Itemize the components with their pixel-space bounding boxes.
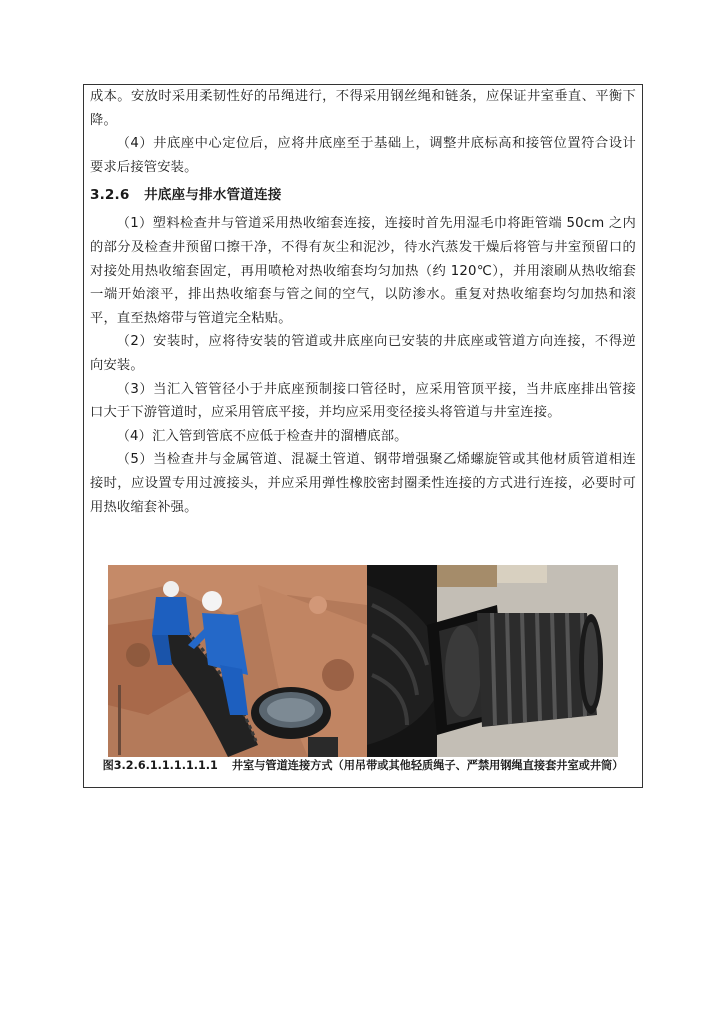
document-frame (83, 84, 643, 788)
list-item: （1）塑料检查井与管道采用热收缩套连接，连接时首先用湿毛巾将距管端 50cm 之内的部分及检查井预留口擦干净，不得有灰尘和泥沙，待水汽蒸发干燥后将管与井室预留口的对接处用热收缩套固定，再用喷枪对热收缩套均匀加热（约 120℃），并用滚刷从热收缩套一端开始滚平，排出热收缩套与管之间的空气，以防渗水。重复对热收缩套均匀加热和滚平，直至热熔带与管道完全粘贴。 (90, 216, 636, 326)
figure-label: 图3.2.6.1.1.1.1.1.1 (102, 759, 218, 772)
section-title: 井底座与排水管道连接 (144, 187, 282, 204)
figure-caption (90, 759, 636, 773)
document-body (84, 85, 642, 519)
paragraph-continued: 成本。安放时采用柔韧性好的吊绳进行，不得采用钢丝绳和链条，应保证井室垂直、平衡下降。 (90, 89, 636, 128)
figure-caption-text: 井室与管道连接方式（用吊带或其他轻质绳子、严禁用钢绳直接套井室或井筒） (231, 759, 624, 772)
list-item: （4）汇入管到管底不应低于检查井的溜槽底部。 (116, 428, 408, 444)
paragraph-item-4-positioning: （4）井底座中心定位后，应将井底座至于基础上，调整井底标高和接管位置符合设计要求后接管安装。 (90, 136, 636, 175)
figure-photos (108, 565, 618, 757)
photo-pipe-connection (367, 565, 618, 757)
section-heading (90, 183, 636, 207)
list-item: （2）安装时，应将待安装的管道或井底座向已安装的井底座或管道方向连接，不得逆向安装。 (90, 334, 636, 373)
list-item: （3）当汇入管管径小于井底座预制接口管径时，应采用管顶平接，当井底座排出管接口大于下游管道时，应采用管底平接，并均应采用变径接头将管道与井室连接。 (90, 381, 636, 421)
list-item: （5）当检查井与金属管道、混凝土管道、钢带增强聚乙烯螺旋管或其他材质管道相连接时，应设置专用过渡接头，并应采用弹性橡胶密封圈柔性连接的方式进行连接，必要时可用热收缩套补强。 (90, 452, 636, 515)
photo-workers-trench (108, 565, 367, 757)
pipe-photo-illustration (367, 565, 618, 757)
section-number: 3.2.6 (90, 187, 130, 204)
trench-photo-illustration (108, 565, 367, 757)
